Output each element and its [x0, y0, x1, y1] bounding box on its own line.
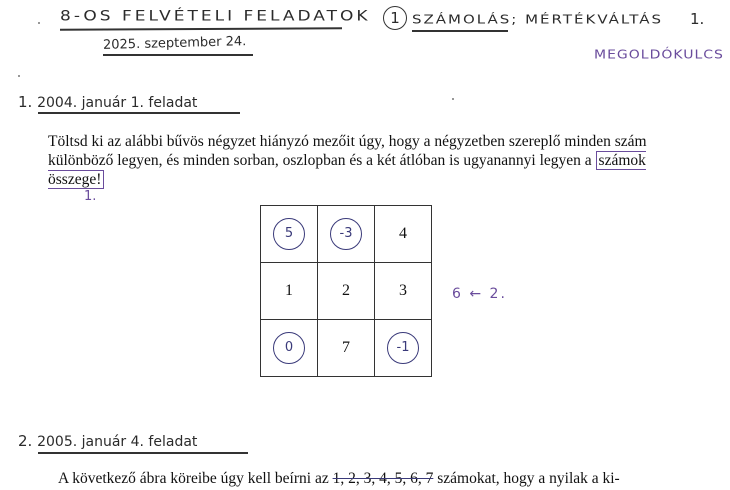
topic-underline — [412, 30, 508, 32]
grid-cell — [318, 320, 375, 377]
circled-answer: -3 — [330, 218, 362, 250]
task2-underline — [38, 452, 248, 454]
cell-value: 3 — [399, 282, 407, 299]
date-underline — [103, 54, 253, 56]
grid-row — [261, 263, 432, 320]
grid-cell — [318, 206, 375, 263]
task2-text-end: számokat, hogy a nyilak a ki- — [433, 470, 620, 487]
cell-value: 1 — [285, 282, 293, 299]
circled-answer: 0 — [273, 332, 305, 364]
stray-dot — [18, 75, 20, 77]
task1-text — [48, 132, 673, 189]
grid-cell — [261, 320, 318, 377]
task1-boxed-phrase: számok összege! — [48, 152, 646, 188]
task1-underline — [38, 112, 240, 114]
topic-title: SZÁMOLÁS; MÉRTÉKVÁLTÁS — [412, 11, 663, 27]
task1-text-body: Töltsd ki az alábbi bűvös négyzet hiányzó mezőit úgy, hogy a négyzetben szereplő minden szám különböző legyen, és minden sorban, oszlopban és a két átlóban is ugyanannyi legyen a — [48, 133, 647, 169]
magic-square-grid — [260, 205, 432, 377]
task1-label: 2004. január 1. feladat — [37, 95, 198, 111]
stray-dot — [38, 22, 40, 24]
grid-cell — [375, 263, 432, 320]
grid-cell — [375, 206, 432, 263]
circled-answer: -1 — [387, 332, 419, 364]
task1-margin-mark: 1. — [84, 189, 97, 204]
cell-value: 2 — [342, 282, 350, 299]
side-note: 6 ← 2. — [452, 286, 507, 302]
worksheet-date: 2025. szeptember 24. — [102, 34, 247, 53]
cell-value: 7 — [342, 339, 350, 356]
task2-text — [58, 470, 620, 488]
task2-text-start: A következő ábra köreibe úgy kell beírni az — [58, 470, 333, 487]
grid-cell — [261, 206, 318, 263]
task1-heading — [18, 93, 197, 111]
answer-key-stamp: MEGOLDÓKULCS — [594, 47, 724, 63]
grid-row — [261, 206, 432, 263]
task1-number: 1. — [18, 93, 33, 111]
title-underline — [60, 27, 342, 30]
circled-answer: 5 — [273, 218, 305, 250]
stray-dot — [452, 98, 454, 100]
task2-heading — [18, 432, 197, 450]
grid-cell — [318, 263, 375, 320]
grid-cell — [261, 263, 318, 320]
task2-number: 2. — [18, 432, 33, 450]
task2-number-list: 1, 2, 3, 4, 5, 6, 7 — [332, 470, 434, 487]
grid-row — [261, 320, 432, 377]
worksheet-title: 8-OS FELVÉTELI FELADATOK — [60, 7, 371, 25]
part-number: 1. — [690, 10, 705, 28]
task2-label: 2005. január 4. feladat — [37, 434, 198, 450]
grid-cell — [375, 320, 432, 377]
cell-value: 4 — [399, 225, 407, 242]
topic-number-circle: 1 — [383, 6, 407, 30]
